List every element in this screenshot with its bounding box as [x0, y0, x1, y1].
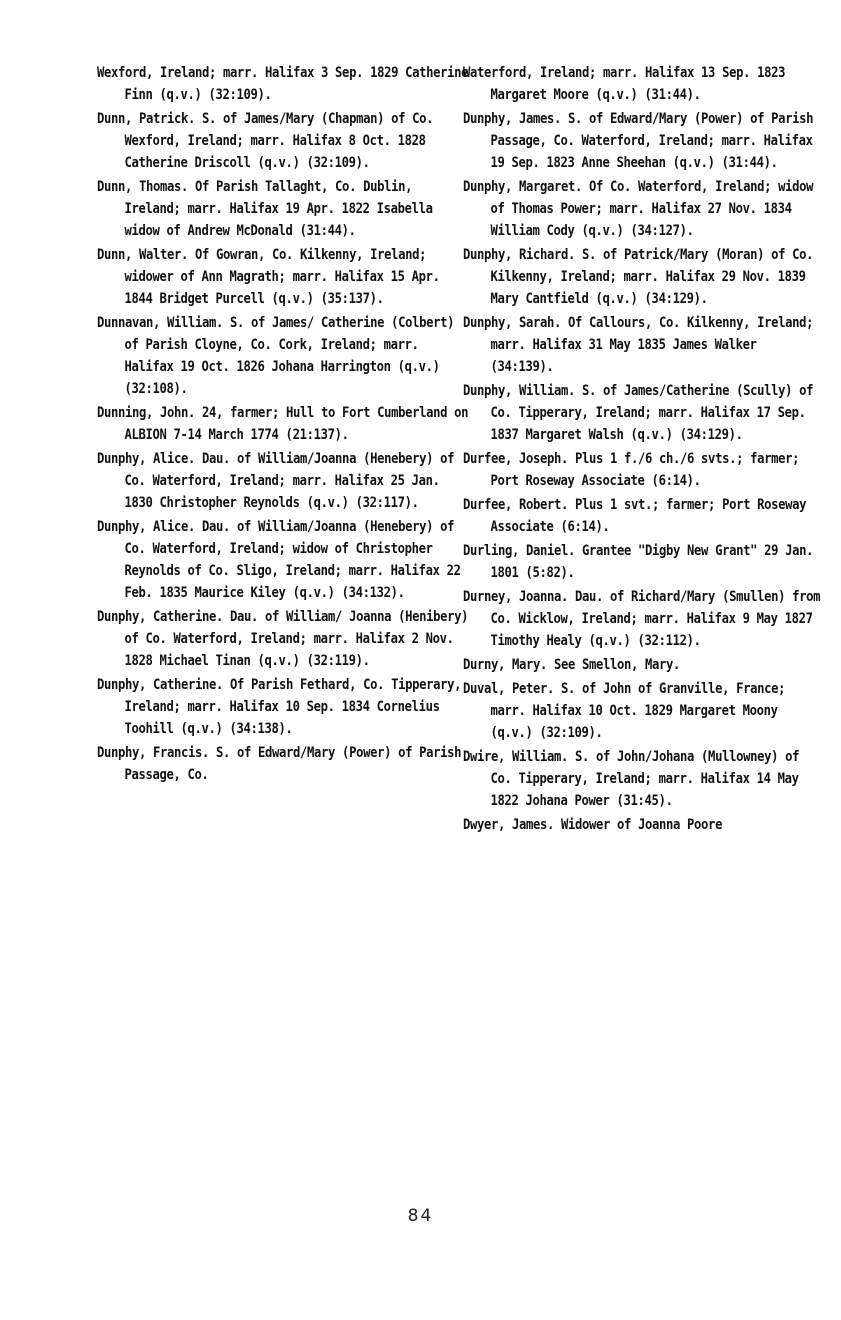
entry: Waterford, Ireland; marr. Halifax 13 Sep. 1823 Margaret Moore (q.v.) (31:44).	[463, 65, 786, 103]
left-column	[97, 62, 469, 788]
page-number: 84	[407, 1206, 434, 1226]
entry: Dunphy, Catherine. Dau. of William/ Joanna (Henibery) of Co. Waterford, Ireland; marr. Halifax 2 Nov. 1828 Michael Tinan (q.v.) (32:119).	[97, 609, 469, 669]
entry: Dunphy, Catherine. Of Parish Fethard, Co. Tipperary, Ireland; marr. Halifax 10 Sep. 1834 Cornelius Toohill (q.v.) (34:138).	[97, 677, 462, 737]
entry: Dunphy, Alice. Dau. of William/Joanna (Henebery) of Co. Waterford, Ireland; widow of Christopher Reynolds of Co. Sligo, Ireland; marr. Halifax 22 Feb. 1835 Maurice Kiley (q.v.) (34:132).	[97, 519, 461, 601]
entry: Dunn, Patrick. S. of James/Mary (Chapman) of Co. Wexford, Ireland; marr. Halifax 8 Oct. 1828 Catherine Driscoll (q.v.) (32:109).	[97, 111, 434, 171]
entry: Durling, Daniel. Grantee "Digby New Grant" 29 Jan. 1801 (5:82).	[463, 543, 814, 581]
right-column	[463, 62, 821, 838]
entry: Dunphy, Alice. Dau. of William/Joanna (Henebery) of Co. Waterford, Ireland; marr. Halifax 25 Jan. 1830 Christopher Reynolds (q.v.) (32:117).	[97, 451, 455, 511]
entry: Dunnavan, William. S. of James/ Catherine (Colbert) of Parish Cloyne, Co. Cork, Ireland; marr. Halifax 19 Oct. 1826 Johana Harrington (q.v.) (32:108).	[97, 315, 455, 397]
entry: Duval, Peter. S. of John of Granville, France; marr. Halifax 10 Oct. 1829 Margaret Moony (q.v.) (32:109).	[463, 681, 786, 741]
entry: Dwyer, James. Widower of Joanna Poore	[463, 817, 723, 833]
entry: Dunn, Thomas. Of Parish Tallaght, Co. Dublin, Ireland; marr. Halifax 19 Apr. 1822 Isabella widow of Andrew McDonald (31:44).	[97, 179, 433, 239]
entry: Dunphy, William. S. of James/Catherine (Scully) of Co. Tipperary, Ireland; marr. Halifax 17 Sep. 1837 Margaret Walsh (q.v.) (34:129).	[463, 383, 814, 443]
entry: Dunphy, Francis. S. of Edward/Mary (Power) of Parish Passage, Co.	[97, 745, 462, 783]
entry: Durney, Joanna. Dau. of Richard/Mary (Smullen) from Co. Wicklow, Ireland; marr. Halifax 9 May 1827 Timothy Healy (q.v.) (32:112).	[463, 589, 821, 649]
entry: Durfee, Joseph. Plus 1 f./6 ch./6 svts.; farmer; Port Roseway Associate (6:14).	[463, 451, 800, 489]
entry: Durfee, Robert. Plus 1 svt.; farmer; Port Roseway Associate (6:14).	[463, 497, 807, 535]
entry: Dunphy, James. S. of Edward/Mary (Power) of Parish Passage, Co. Waterford, Ireland; marr. Halifax 19 Sep. 1823 Anne Sheehan (q.v.) (31:44).	[463, 111, 814, 171]
entry: Durny, Mary. See Smellon, Mary.	[463, 657, 681, 673]
entry: Wexford, Ireland; marr. Halifax 3 Sep. 1829 Catherine Finn (q.v.) (32:109).	[97, 65, 469, 103]
entry: Dunn, Walter. Of Gowran, Co. Kilkenny, Ireland; widower of Ann Magrath; marr. Halifax 15 Apr. 1844 Bridget Purcell (q.v.) (35:137).	[97, 247, 440, 307]
entry: Dwire, William. S. of John/Johana (Mullowney) of Co. Tipperary, Ireland; marr. Halifax 14 May 1822 Johana Power (31:45).	[463, 749, 800, 809]
entry: Dunphy, Richard. S. of Patrick/Mary (Moran) of Co. Kilkenny, Ireland; marr. Halifax 29 Nov. 1839 Mary Cantfield (q.v.) (34:129).	[463, 247, 814, 307]
entry: Dunphy, Margaret. Of Co. Waterford, Ireland; widow of Thomas Power; marr. Halifax 27 Nov. 1834 William Cody (q.v.) (34:127).	[463, 179, 814, 239]
entry: Dunphy, Sarah. Of Callours, Co. Kilkenny, Ireland; marr. Halifax 31 May 1835 James Walker (34:139).	[463, 315, 814, 375]
entry: Dunning, John. 24, farmer; Hull to Fort Cumberland on ALBION 7-14 March 1774 (21:137).	[97, 405, 469, 443]
